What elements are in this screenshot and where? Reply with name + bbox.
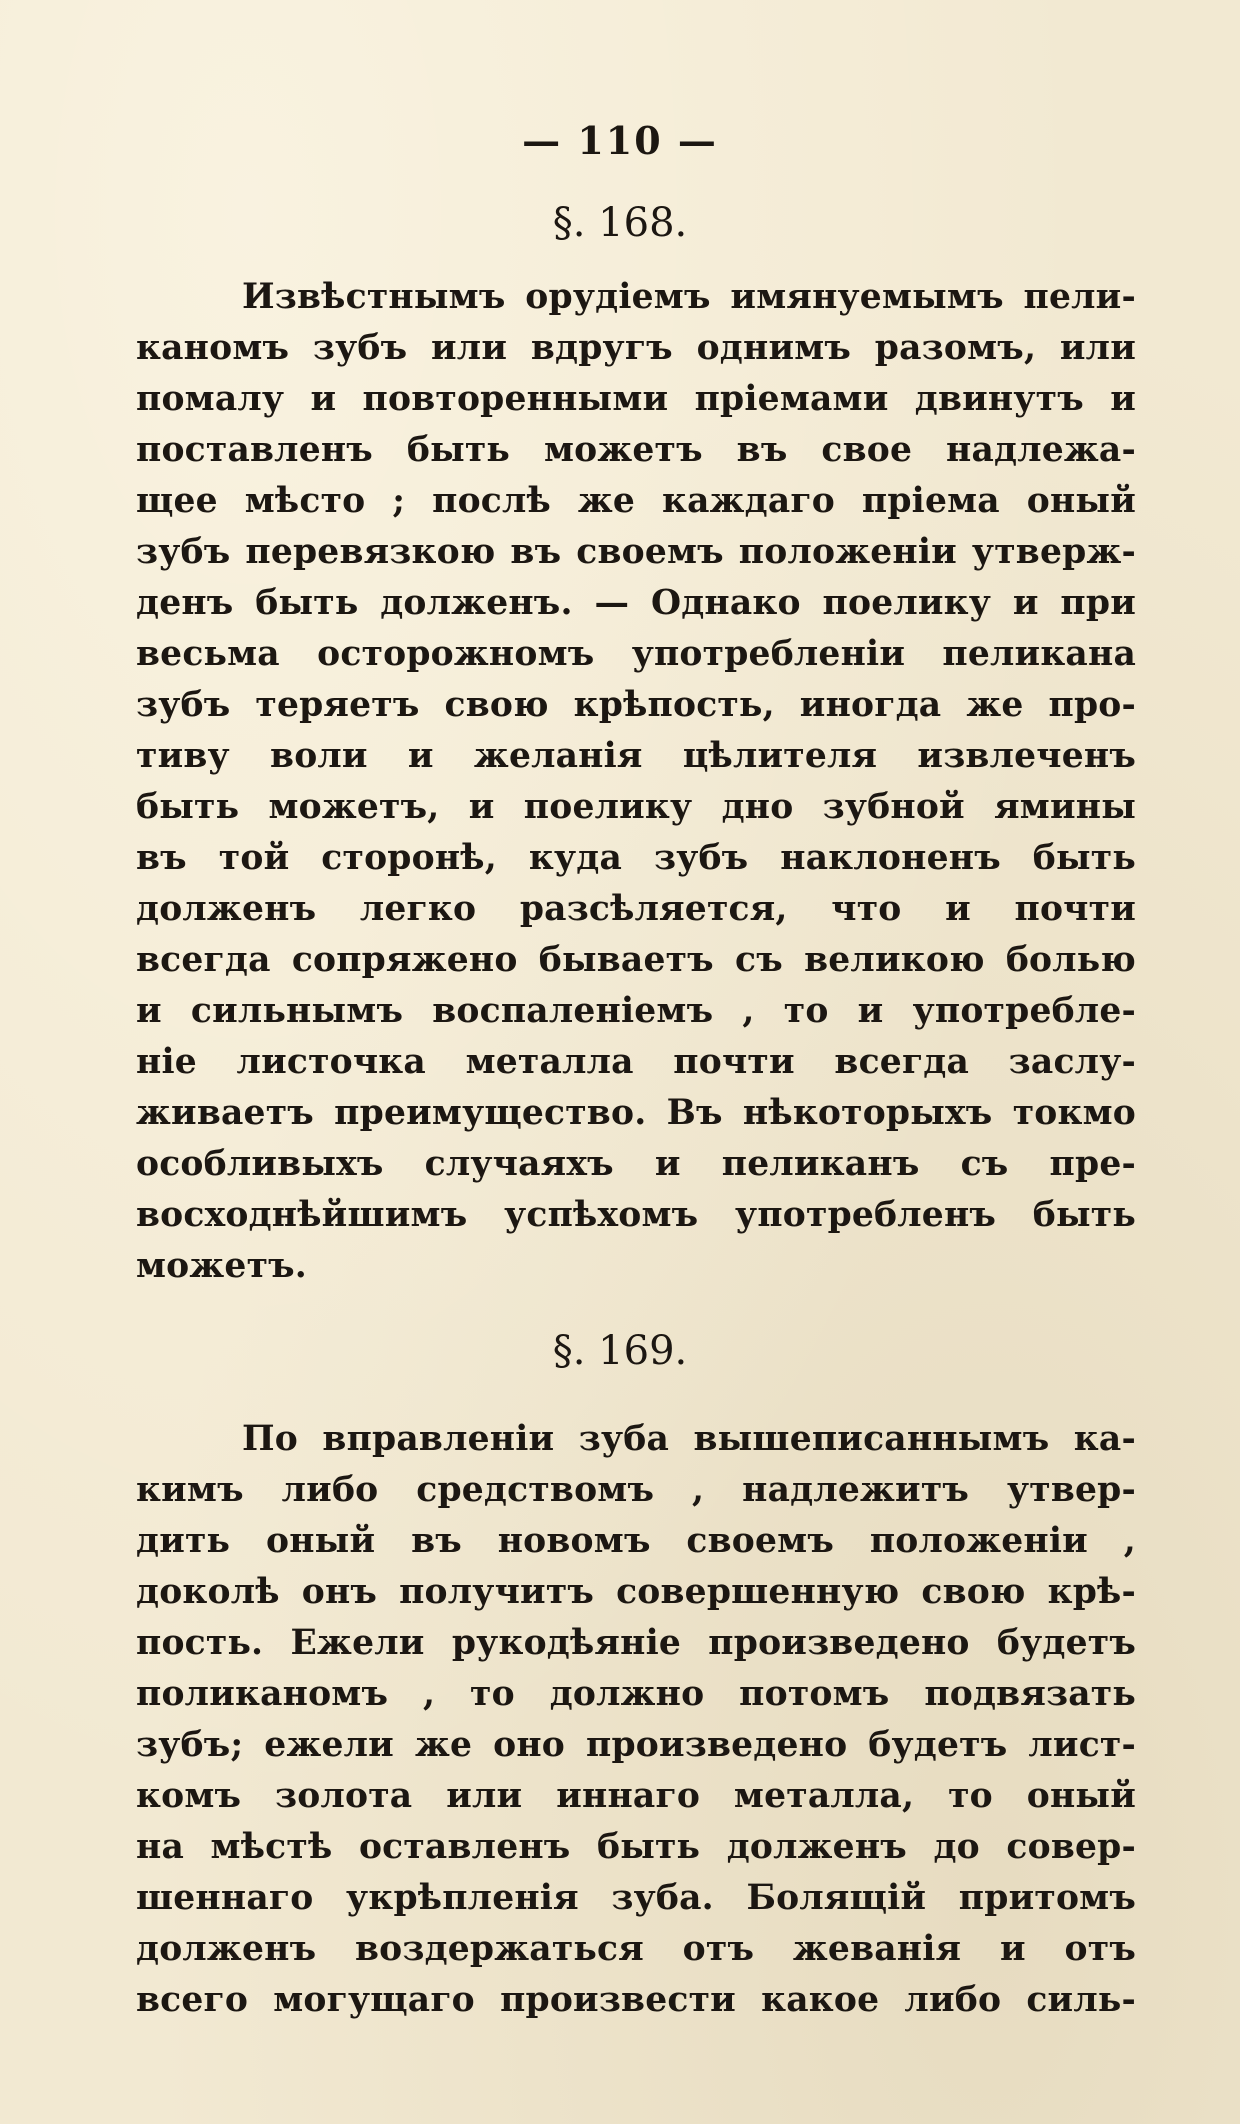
- text-line: пость. Ежели рукодѣяніе произведено будетъ: [136, 1623, 1136, 1663]
- text-line: щее мѣсто ; послѣ же каждаго пріема оный: [136, 481, 1136, 521]
- text-line: живаетъ преимущество. Въ нѣкоторыхъ токмо: [136, 1093, 1136, 1133]
- text-line: зубъ теряетъ свою крѣпость, иногда же про-: [136, 685, 1136, 725]
- text-line: долженъ легко разсѣляется, что и почти: [136, 889, 1136, 929]
- text-line: тиву воли и желанія цѣлителя извлеченъ: [136, 736, 1136, 776]
- paragraph-section-169: [136, 1414, 1136, 2026]
- text-line: и сильнымъ воспаленіемъ , то и употребле-: [136, 991, 1136, 1031]
- text-line: кимъ либо средствомъ , надлежитъ утвер-: [136, 1470, 1136, 1510]
- text-line: зубъ; ежели же оно произведено будетъ лист-: [136, 1725, 1136, 1765]
- text-line: дить оный въ новомъ своемъ положеніи ,: [136, 1521, 1136, 1561]
- text-line: поликаномъ , то должно потомъ подвязать: [136, 1674, 1136, 1714]
- text-line: на мѣстѣ оставленъ быть долженъ до совер-: [136, 1827, 1136, 1867]
- text-line: доколѣ онъ получитъ совершенную свою крѣ-: [136, 1572, 1136, 1612]
- text-line: шеннаго укрѣпленія зуба. Болящій притомъ: [136, 1878, 1136, 1918]
- text-line: денъ быть долженъ. — Однако поелику и при: [136, 583, 1136, 623]
- paragraph-section-168: [136, 272, 1136, 1292]
- text-line: восходнѣйшимъ успѣхомъ употребленъ быть: [136, 1195, 1136, 1235]
- text-line: всегда сопряжено бываетъ съ великою болью: [136, 940, 1136, 980]
- text-line: комъ золота или иннаго металла, то оный: [136, 1776, 1136, 1816]
- text-line: долженъ воздержаться отъ жеванія и отъ: [136, 1929, 1136, 1969]
- text-line: ніе листочка металла почти всегда заслу-: [136, 1042, 1136, 1082]
- text-line: быть можетъ, и поелику дно зубной ямины: [136, 787, 1136, 827]
- section-heading-169: §. 169.: [552, 1328, 688, 1374]
- text-line: По вправленіи зуба вышеписаннымъ ка-: [242, 1419, 1136, 1459]
- text-line: особливыхъ случаяхъ и пеликанъ съ пре-: [136, 1144, 1136, 1184]
- page-number: — 110 —: [522, 118, 718, 163]
- text-line: каномъ зубъ или вдругъ однимъ разомъ, или: [136, 328, 1136, 368]
- text-line: зубъ перевязкою въ своемъ положеніи утверж-: [136, 532, 1136, 572]
- section-heading-168: §. 168.: [552, 200, 688, 246]
- text-line: помалу и повторенными пріемами двинутъ и: [136, 379, 1136, 419]
- text-line: весьма осторожномъ употребленіи пеликана: [136, 634, 1136, 674]
- text-line: всего могущаго произвести какое либо силь-: [136, 1980, 1136, 2020]
- text-line: можетъ.: [136, 1246, 308, 1286]
- text-line: Извѣстнымъ орудіемъ имянуемымъ пели-: [242, 277, 1136, 317]
- text-line: въ той сторонѣ, куда зубъ наклоненъ быть: [136, 838, 1136, 878]
- text-line: поставленъ быть можетъ въ свое надлежа-: [136, 430, 1136, 470]
